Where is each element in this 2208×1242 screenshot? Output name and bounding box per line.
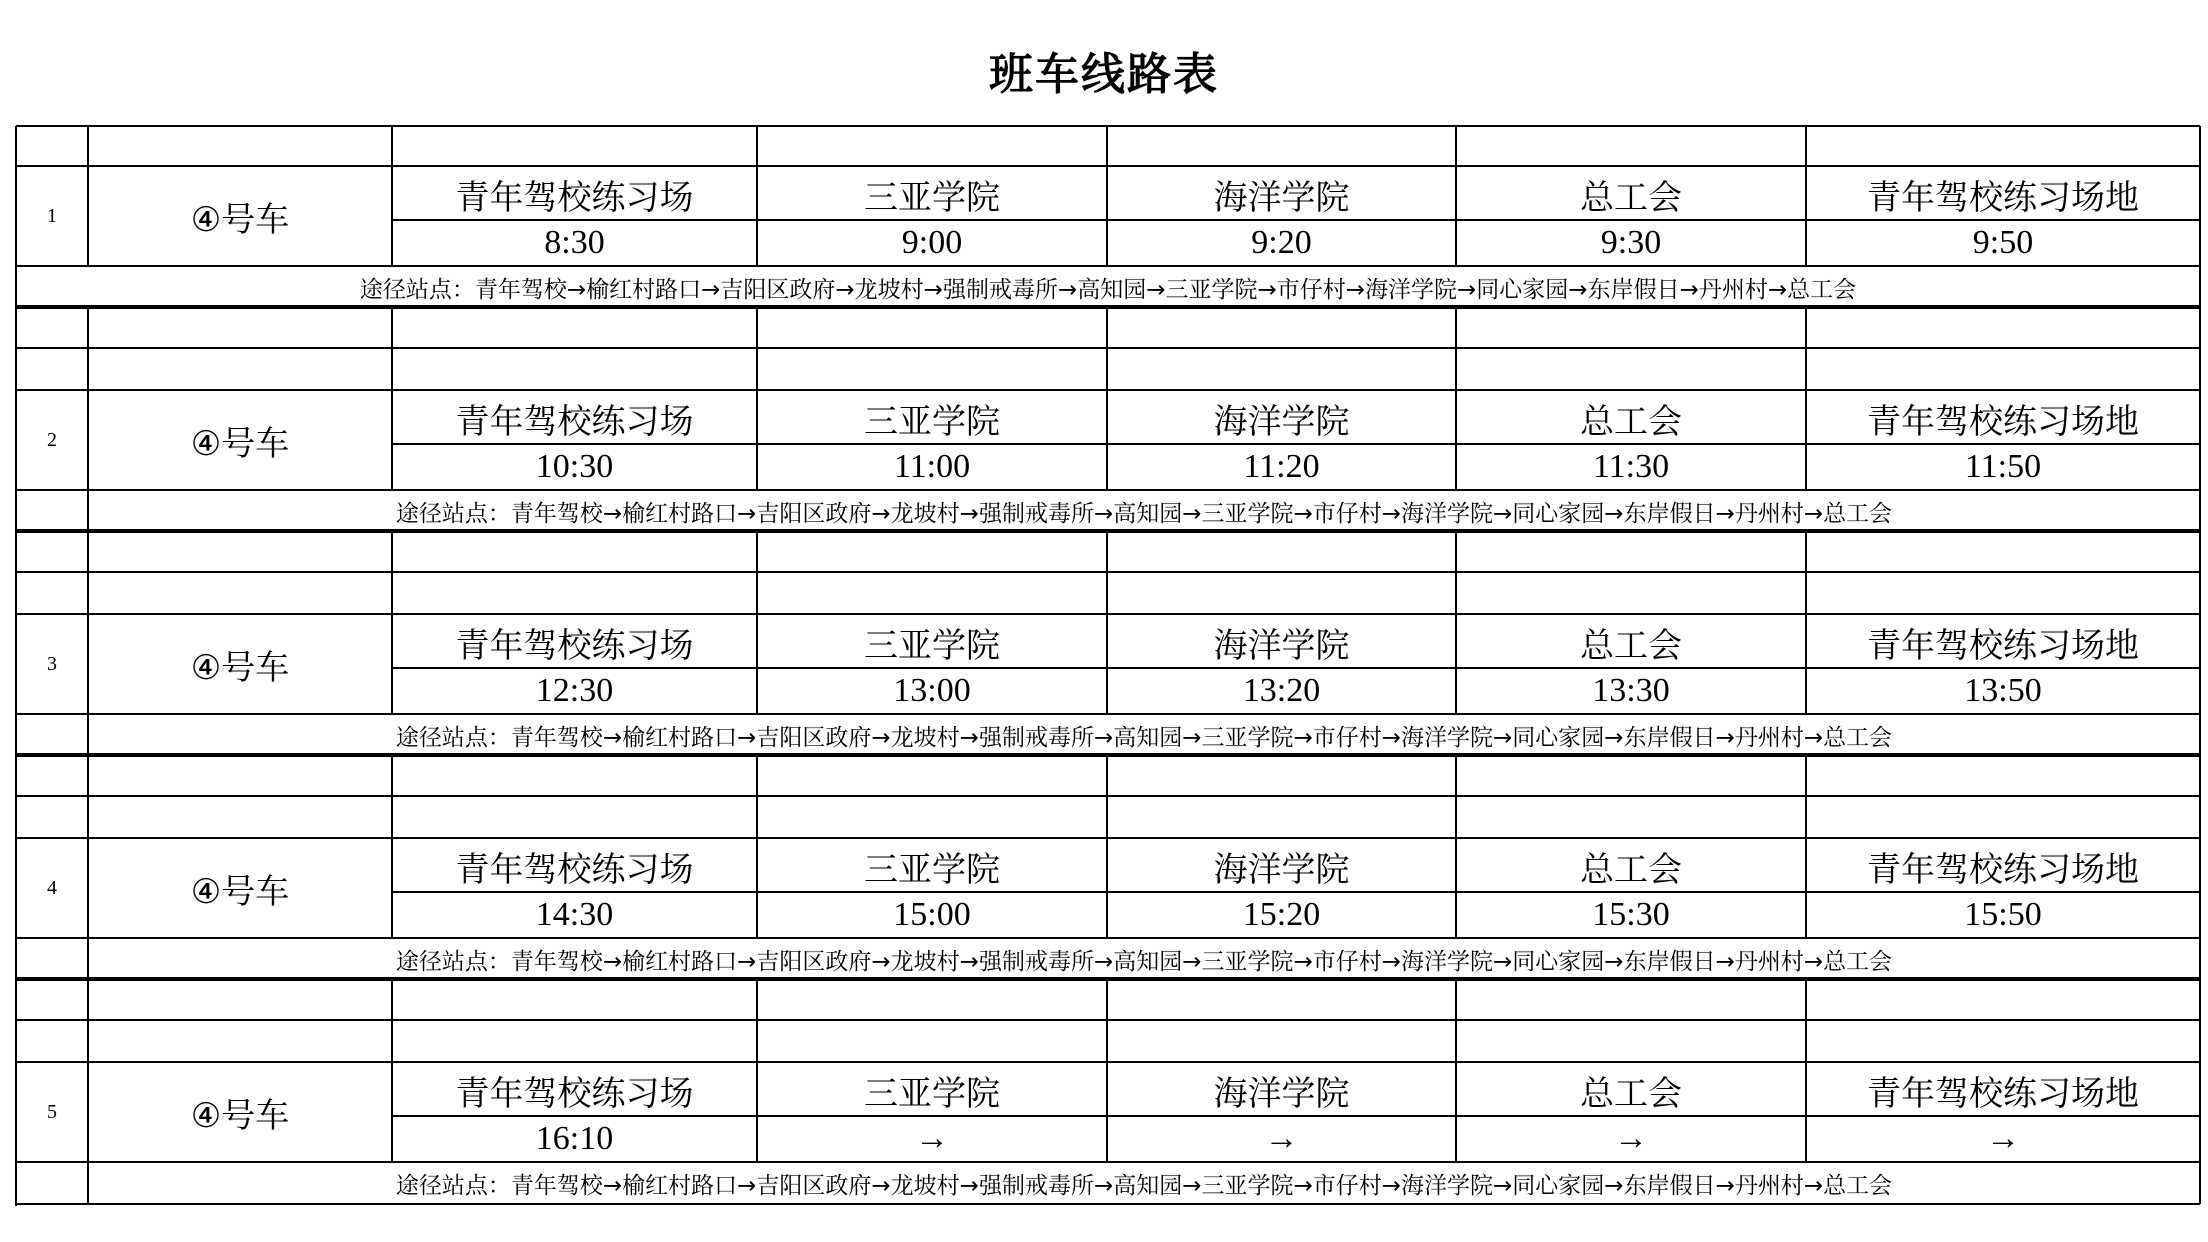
stop-name: 三亚学院: [864, 177, 1000, 218]
spacer-column-line: [1106, 978, 1108, 1062]
spacer-column-line: [1106, 754, 1108, 838]
departure-time: 9:20: [1251, 224, 1312, 261]
spacer-column-line: [391, 530, 393, 614]
departure-time: 16:10: [535, 1120, 614, 1157]
stop-name: 海洋学院: [1213, 849, 1350, 890]
departure-time: 9:30: [1600, 224, 1662, 261]
spacer-row-line: [16, 1019, 2200, 1021]
spacer-column-line: [1805, 126, 1807, 166]
spacer-column-line: [391, 754, 393, 838]
departure-time: 13:50: [1964, 672, 2042, 709]
departure-time: 11:30: [1592, 448, 1670, 485]
spacer-column-line: [1455, 754, 1457, 838]
departure-time: 15:20: [1242, 896, 1321, 933]
spacer-column-line: [1106, 306, 1108, 390]
vehicle-label: ④号车: [190, 199, 290, 240]
spacer-row-line: [16, 753, 2200, 755]
stop-name: 三亚学院: [864, 849, 1000, 890]
departure-time: →: [1986, 1120, 2020, 1157]
departure-time: 11:50: [1964, 448, 2042, 485]
stop-name: 青年驾校练习场: [455, 849, 694, 890]
spacer-column-line: [756, 754, 758, 838]
spacer-column-line: [391, 978, 393, 1062]
trip-index: 3: [47, 652, 57, 675]
route-stops-text: 途径站点：青年驾校→榆红村路口→吉阳区政府→龙坡村→强制戒毒所→高知园→三亚学院→市仔村→海洋学院→同心家园→东岸假日→丹州村→总工会: [395, 500, 1893, 527]
departure-time: 13:30: [1592, 672, 1670, 709]
departure-time: 13:20: [1242, 672, 1321, 709]
spacer-column-line: [756, 306, 758, 390]
route-stops-text: 途径站点：青年驾校→榆红村路口→吉阳区政府→龙坡村→强制戒毒所→高知园→三亚学院→市仔村→海洋学院→同心家园→东岸假日→丹州村→总工会: [395, 1172, 1893, 1199]
vehicle-label: ④号车: [190, 423, 290, 464]
stop-name: 青年驾校练习场地: [1867, 849, 2139, 890]
spacer-column-line: [1805, 306, 1807, 390]
departure-time: →: [1264, 1120, 1299, 1157]
spacer-column-line: [87, 978, 89, 1062]
spacer-column-line: [87, 530, 89, 614]
stop-name: 青年驾校练习场: [455, 1073, 694, 1114]
spacer-column-line: [87, 126, 89, 166]
stop-name: 总工会: [1580, 177, 1682, 218]
spacer-column-line: [1805, 530, 1807, 614]
trip-index: 2: [47, 428, 57, 451]
stop-name: 三亚学院: [864, 1073, 1000, 1114]
spacer-column-line: [1106, 126, 1108, 166]
stop-name: 青年驾校练习场地: [1867, 1073, 2139, 1114]
spacer-row-line: [16, 795, 2200, 797]
departure-time: →: [1614, 1120, 1648, 1157]
vehicle-label: ④号车: [190, 1095, 290, 1136]
route-stops-text: 途径站点：青年驾校→榆红村路口→吉阳区政府→龙坡村→强制戒毒所→高知园→三亚学院→市仔村→海洋学院→同心家园→东岸假日→丹州村→总工会: [395, 948, 1893, 975]
spacer-column-line: [391, 126, 393, 166]
spacer-column-line: [391, 306, 393, 390]
departure-time: 15:30: [1592, 896, 1670, 933]
spacer-column-line: [1455, 978, 1457, 1062]
route-stops-text: 途径站点：青年驾校→榆红村路口→吉阳区政府→龙坡村→强制戒毒所→高知园→三亚学院→市仔村→海洋学院→同心家园→东岸假日→丹州村→总工会: [359, 276, 1857, 303]
spacer-column-line: [756, 530, 758, 614]
stop-name: 青年驾校练习场: [455, 401, 694, 442]
spacer-row-line: [16, 977, 2200, 979]
spacer-column-line: [1106, 530, 1108, 614]
stop-name: 总工会: [1580, 625, 1682, 666]
spacer-column-line: [87, 306, 89, 390]
departure-time: →: [915, 1120, 949, 1157]
departure-time: 11:20: [1243, 448, 1320, 485]
stop-name: 三亚学院: [864, 401, 1000, 442]
spacer-column-line: [756, 978, 758, 1062]
spacer-row-line: [16, 305, 2200, 307]
vehicle-label: ④号车: [190, 871, 290, 912]
spacer-column-line: [87, 754, 89, 838]
vehicle-label: ④号车: [190, 647, 290, 688]
spacer-row-line: [16, 529, 2200, 531]
trip-index: 4: [47, 876, 57, 899]
page-title: 班车线路表: [989, 49, 1219, 100]
departure-time: 15:50: [1964, 896, 2042, 933]
spacer-column-line: [1455, 530, 1457, 614]
spacer-column-line: [1805, 978, 1807, 1062]
departure-time: 14:30: [535, 896, 614, 933]
departure-time: 9:50: [1972, 224, 2034, 261]
stop-name: 总工会: [1580, 401, 1682, 442]
stop-name: 海洋学院: [1213, 625, 1350, 666]
stop-name: 海洋学院: [1213, 1073, 1350, 1114]
route-stops-text: 途径站点：青年驾校→榆红村路口→吉阳区政府→龙坡村→强制戒毒所→高知园→三亚学院→市仔村→海洋学院→同心家园→东岸假日→丹州村→总工会: [395, 724, 1893, 751]
stop-name: 青年驾校练习场地: [1867, 625, 2139, 666]
stop-name: 青年驾校练习场: [455, 625, 694, 666]
departure-time: 8:30: [544, 224, 605, 261]
spacer-column-line: [1455, 126, 1457, 166]
trip-index: 5: [47, 1100, 57, 1123]
stop-name: 青年驾校练习场地: [1867, 177, 2139, 218]
spacer-column-line: [756, 126, 758, 166]
stop-name: 三亚学院: [864, 625, 1000, 666]
stop-name: 总工会: [1580, 849, 1682, 890]
departure-time: 15:00: [893, 896, 971, 933]
stop-name: 海洋学院: [1213, 401, 1350, 442]
spacer-row-line: [16, 571, 2200, 573]
stop-name: 总工会: [1580, 1073, 1682, 1114]
stop-name: 海洋学院: [1213, 177, 1350, 218]
stop-name: 青年驾校练习场地: [1867, 401, 2139, 442]
spacer-row-line: [16, 125, 2200, 127]
departure-time: 12:30: [535, 672, 614, 709]
spacer-column-line: [1455, 306, 1457, 390]
departure-time: 13:00: [893, 672, 971, 709]
spacer-row-line: [16, 347, 2200, 349]
spacer-column-line: [1805, 754, 1807, 838]
departure-time: 11:00: [893, 448, 971, 485]
departure-time: 10:30: [535, 448, 614, 485]
trip-index: 1: [47, 204, 57, 227]
departure-time: 9:00: [901, 224, 963, 261]
stop-name: 青年驾校练习场: [455, 177, 694, 218]
